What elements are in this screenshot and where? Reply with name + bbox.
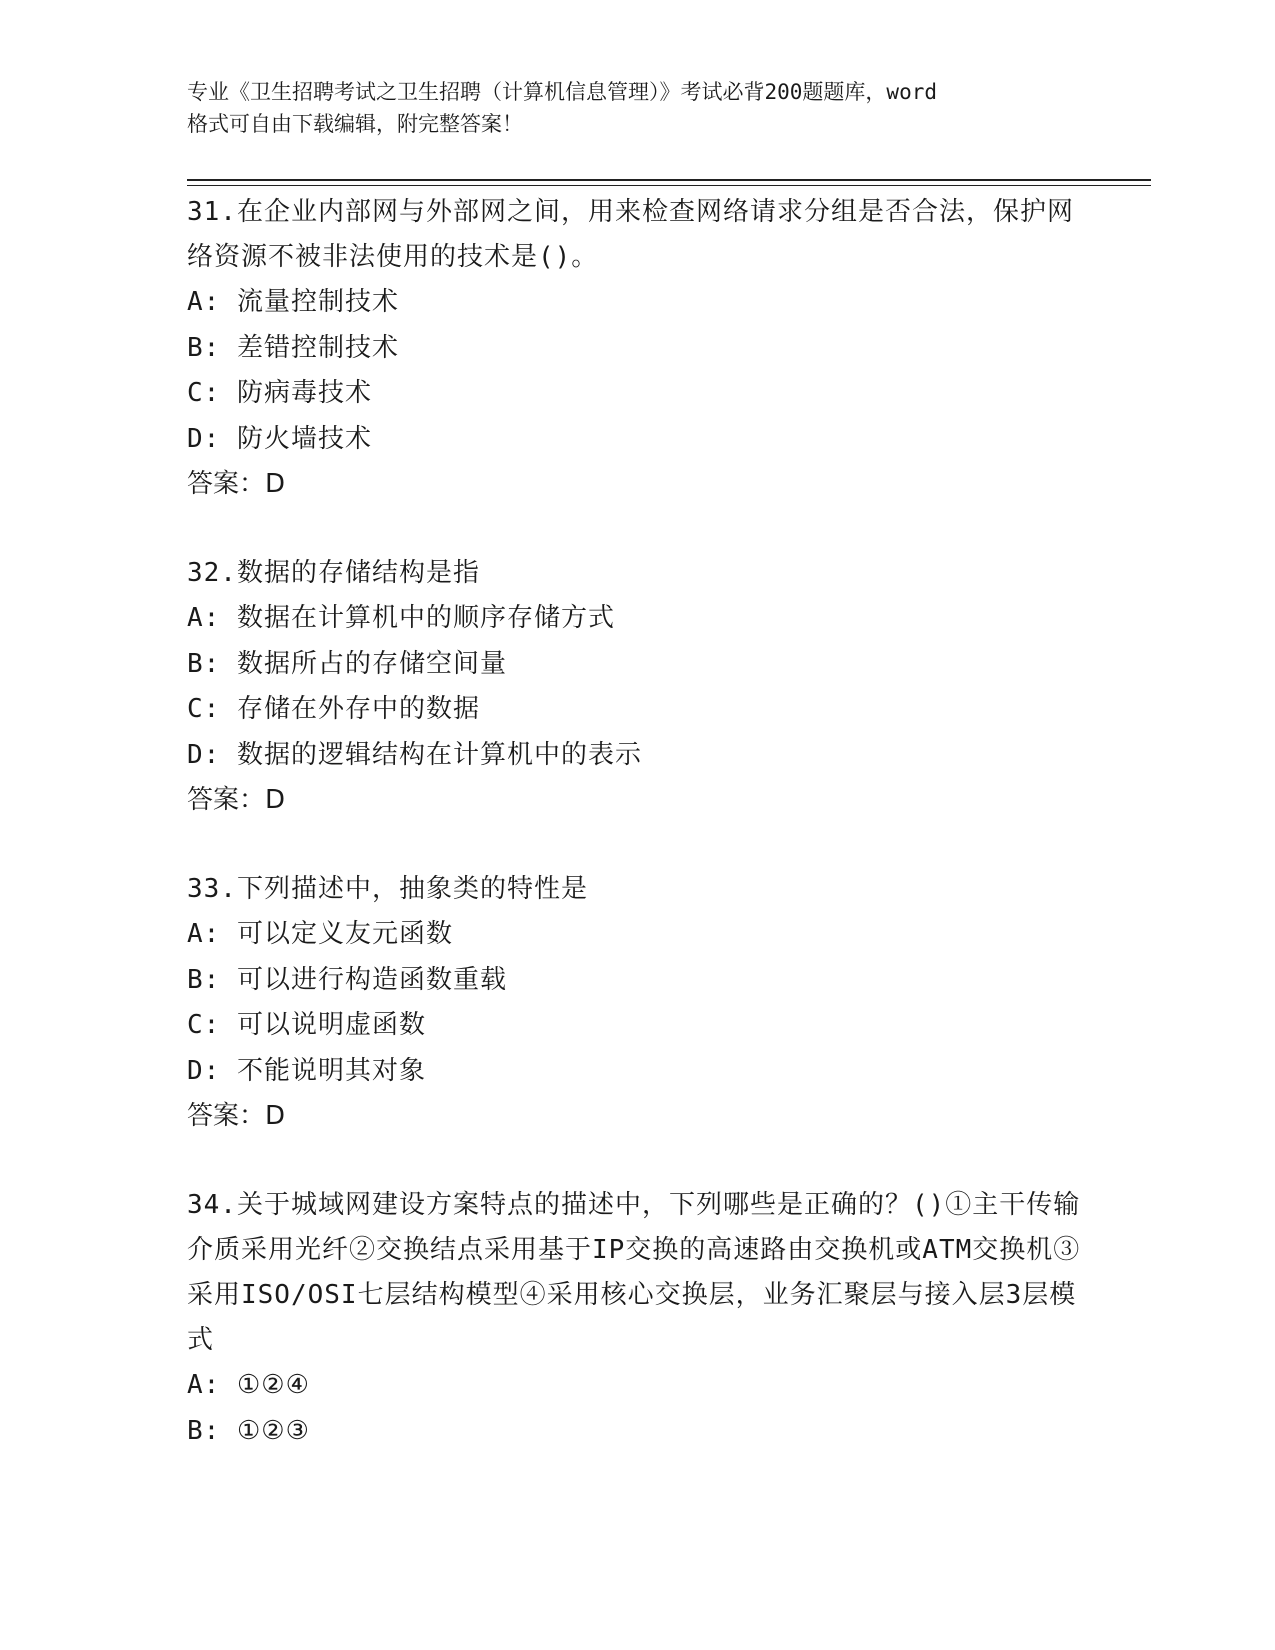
option-a: A: ①②④	[187, 1370, 310, 1400]
question-stem: 32.数据的存储结构是指	[187, 558, 480, 588]
option-d: D: 防火墙技术	[187, 423, 372, 454]
question-31	[187, 190, 1087, 507]
header-line-2: 格式可自由下载编辑，附完整答案！	[187, 112, 523, 136]
answer-line: 答案：D	[187, 1101, 286, 1131]
question-32	[187, 551, 1087, 823]
option-b: B: 数据所占的存储空间量	[187, 648, 507, 679]
answer-line: 答案：D	[187, 469, 286, 499]
question-34	[187, 1183, 1087, 1454]
option-a: A: 数据在计算机中的顺序存储方式	[187, 603, 615, 633]
document-header	[187, 76, 1087, 140]
option-d: D: 不能说明其对象	[187, 1055, 426, 1086]
option-b: B: 可以进行构造函数重载	[187, 964, 507, 995]
option-a: A: 流量控制技术	[187, 287, 399, 317]
question-stem: 31.在企业内部网与外部网之间，用来检查网络请求分组是否合法，保护网络资源不被非法使用的技术是()。	[187, 197, 1074, 272]
option-d: D: 数据的逻辑结构在计算机中的表示	[187, 739, 642, 770]
option-b: B: 差错控制技术	[187, 332, 399, 363]
header-divider-thick	[187, 179, 1151, 181]
header-divider-thin	[187, 185, 1151, 186]
option-a: A: 可以定义友元函数	[187, 919, 453, 949]
question-list	[187, 190, 1087, 1498]
option-b: B: ①②③	[187, 1415, 310, 1446]
question-stem: 34.关于城域网建设方案特点的描述中，下列哪些是正确的？()①主干传输介质采用光纤②交换结点采用基于IP交换的高速路由交换机或ATM交换机③采用ISO/OSI七层结构模型④采用核心交换层，业务汇聚层与接入层3层模式	[187, 1190, 1081, 1355]
header-line-1: 专业《卫生招聘考试之卫生招聘（计算机信息管理）》考试必背200题题库，word	[187, 80, 937, 104]
option-c: C: 存储在外存中的数据	[187, 694, 480, 724]
question-stem: 33.下列描述中，抽象类的特性是	[187, 874, 588, 904]
option-c: C: 防病毒技术	[187, 378, 372, 408]
question-33	[187, 867, 1087, 1139]
answer-line: 答案：D	[187, 785, 286, 815]
option-c: C: 可以说明虚函数	[187, 1010, 426, 1040]
